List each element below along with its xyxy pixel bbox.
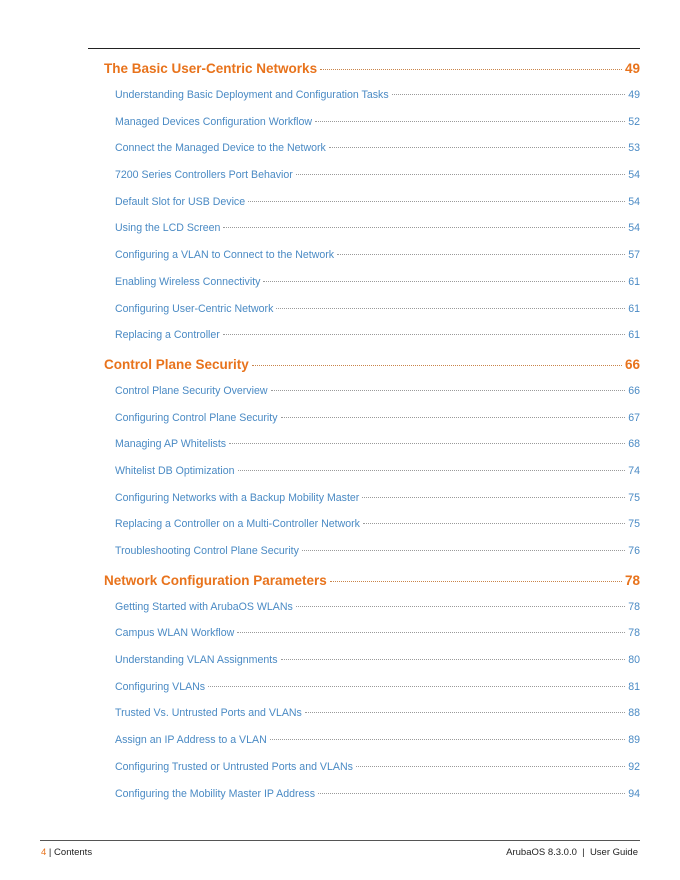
footer-rule <box>40 840 640 841</box>
dot-leader <box>296 174 625 175</box>
toc-page-number: 66 <box>628 384 640 397</box>
toc-section-link[interactable] <box>104 162 640 189</box>
toc-page-number: 66 <box>624 356 640 372</box>
dot-leader <box>270 739 625 740</box>
toc-page-number: 92 <box>628 760 640 773</box>
toc-section-link[interactable] <box>104 405 640 432</box>
dot-leader <box>296 606 625 607</box>
dot-leader <box>276 308 625 309</box>
toc-section-link[interactable] <box>104 189 640 216</box>
toc-entry-title: Understanding VLAN Assignments <box>115 654 278 667</box>
dot-leader <box>330 581 622 582</box>
toc-section-link[interactable] <box>104 727 640 754</box>
toc-entry-title: Configuring VLANs <box>115 680 206 693</box>
footer-guide: User Guide <box>589 847 638 858</box>
dot-leader <box>223 334 625 335</box>
toc-section-link[interactable] <box>104 538 640 565</box>
toc-page-number: 53 <box>628 142 640 155</box>
toc-entry-title: Configuring Trusted or Untrusted Ports and VLANs <box>115 760 353 773</box>
dot-leader <box>263 281 625 282</box>
toc-section-link[interactable] <box>104 674 640 701</box>
toc-page-number: 74 <box>628 464 640 477</box>
dot-leader <box>281 417 626 418</box>
dot-leader <box>305 712 625 713</box>
toc-section-link[interactable] <box>104 781 640 808</box>
toc-page-number: 57 <box>628 249 640 262</box>
toc-page-number: 49 <box>628 89 640 101</box>
toc-entry-title: Control Plane Security Overview <box>115 384 268 397</box>
toc-section-link[interactable] <box>104 378 640 405</box>
toc-section-link[interactable] <box>104 296 640 323</box>
toc-page-number: 54 <box>628 222 640 235</box>
toc-entry-title: Configuring a VLAN to Connect to the Network <box>115 249 335 262</box>
footer-left <box>41 847 92 859</box>
footer-guide-separator: | <box>576 847 590 858</box>
toc-entry-title: Enabling Wireless Connectivity <box>115 275 261 288</box>
toc-section-link[interactable] <box>104 458 640 485</box>
dot-leader <box>237 632 625 633</box>
footer-product: ArubaOS 8.3.0.0 <box>506 847 577 858</box>
dot-leader <box>248 201 625 202</box>
footer-section-label: Contents <box>54 847 93 858</box>
footer-separator: | <box>46 847 55 858</box>
toc-page-number: 75 <box>628 491 640 504</box>
toc-section-link[interactable] <box>104 135 640 162</box>
toc-entry-title: Default Slot for USB Device <box>115 195 246 208</box>
dot-leader <box>281 659 626 660</box>
footer-right <box>506 847 638 859</box>
toc-section-link[interactable] <box>104 511 640 538</box>
toc-chapter-link[interactable] <box>104 567 640 594</box>
toc-entry-title: Connect the Managed Device to the Network <box>115 142 326 155</box>
dot-leader <box>362 497 625 498</box>
toc-entry-title: Configuring Control Plane Security <box>115 411 278 424</box>
toc-page-number: 78 <box>628 600 640 613</box>
toc-section-link[interactable] <box>104 754 640 781</box>
toc-entry-title: Campus WLAN Workflow <box>115 627 235 640</box>
toc-section-link[interactable] <box>104 109 640 136</box>
toc-page-number: 54 <box>628 169 640 182</box>
toc-entry-title: Whitelist DB Optimization <box>115 464 235 477</box>
table-of-contents <box>104 53 640 807</box>
dot-leader <box>363 523 625 524</box>
toc-section-link[interactable] <box>104 620 640 647</box>
toc-entry-title: Managing AP Whitelists <box>115 438 227 451</box>
toc-page-number: 68 <box>628 438 640 451</box>
toc-section-link[interactable] <box>104 322 640 349</box>
toc-page-number: 80 <box>628 654 640 667</box>
toc-entry-title: Configuring User-Centric Network <box>115 302 274 315</box>
dot-leader <box>318 793 625 794</box>
toc-section-link[interactable] <box>104 485 640 512</box>
toc-entry-title: Getting Started with ArubaOS WLANs <box>115 600 293 613</box>
dot-leader <box>229 443 625 444</box>
toc-entry-title: Trusted Vs. Untrusted Ports and VLANs <box>115 707 302 720</box>
toc-entry-title: Configuring the Mobility Master IP Address <box>115 787 316 800</box>
toc-entry-title: Replacing a Controller on a Multi-Controller Network <box>115 518 360 531</box>
toc-entry-title: Network Configuration Parameters <box>104 572 327 588</box>
toc-entry-title: Configuring Networks with a Backup Mobility Master <box>115 491 360 504</box>
toc-page-number: 67 <box>628 411 640 424</box>
toc-section-link[interactable] <box>104 647 640 674</box>
dot-leader <box>329 147 625 148</box>
toc-page-number: 61 <box>628 302 640 315</box>
footer-page-number: 4 <box>41 847 47 858</box>
dot-leader <box>223 227 625 228</box>
dot-leader <box>238 470 626 471</box>
dot-leader <box>392 94 626 95</box>
toc-entry-title: The Basic User-Centric Networks <box>104 61 318 76</box>
toc-page-number: 88 <box>628 707 640 720</box>
toc-entry-title: Understanding Basic Deployment and Configuration Tasks <box>115 89 389 101</box>
header-rule <box>88 48 640 49</box>
toc-section-link[interactable] <box>104 82 640 109</box>
toc-section-link[interactable] <box>104 431 640 458</box>
toc-entry-title: Using the LCD Screen <box>115 222 221 235</box>
toc-entry-title: Managed Devices Configuration Workflow <box>115 115 313 128</box>
toc-page-number: 89 <box>628 734 640 747</box>
dot-leader <box>315 121 625 122</box>
dot-leader <box>208 686 625 687</box>
toc-page-number: 75 <box>628 518 640 531</box>
toc-page-number: 52 <box>628 115 640 128</box>
toc-entry-title: Assign an IP Address to a VLAN <box>115 734 267 747</box>
toc-chapter-link[interactable] <box>104 55 640 82</box>
toc-section-link[interactable] <box>104 700 640 727</box>
toc-section-link[interactable] <box>104 594 640 621</box>
toc-chapter-link[interactable] <box>104 351 640 378</box>
toc-page-number: 94 <box>628 787 640 800</box>
dot-leader <box>356 766 625 767</box>
toc-page-number: 49 <box>624 61 640 76</box>
dot-leader <box>320 69 622 70</box>
toc-section-link[interactable] <box>104 269 640 296</box>
toc-section-link[interactable] <box>104 242 640 269</box>
toc-entry-title: Control Plane Security <box>104 356 249 372</box>
toc-page-number: 76 <box>628 545 640 557</box>
toc-page-number: 78 <box>628 627 640 640</box>
dot-leader <box>337 254 625 255</box>
toc-section-link[interactable] <box>104 215 640 242</box>
dot-leader <box>271 390 626 391</box>
toc-page-number: 54 <box>628 195 640 208</box>
toc-page-number: 78 <box>624 572 640 588</box>
toc-page-number: 61 <box>628 329 640 342</box>
dot-leader <box>302 550 625 551</box>
toc-page-number: 61 <box>628 275 640 288</box>
toc-page-number: 81 <box>628 680 640 693</box>
dot-leader <box>252 365 622 366</box>
toc-entry-title: Replacing a Controller <box>115 329 220 342</box>
toc-entry-title: 7200 Series Controllers Port Behavior <box>115 169 293 182</box>
toc-entry-title: Troubleshooting Control Plane Security <box>115 545 299 557</box>
